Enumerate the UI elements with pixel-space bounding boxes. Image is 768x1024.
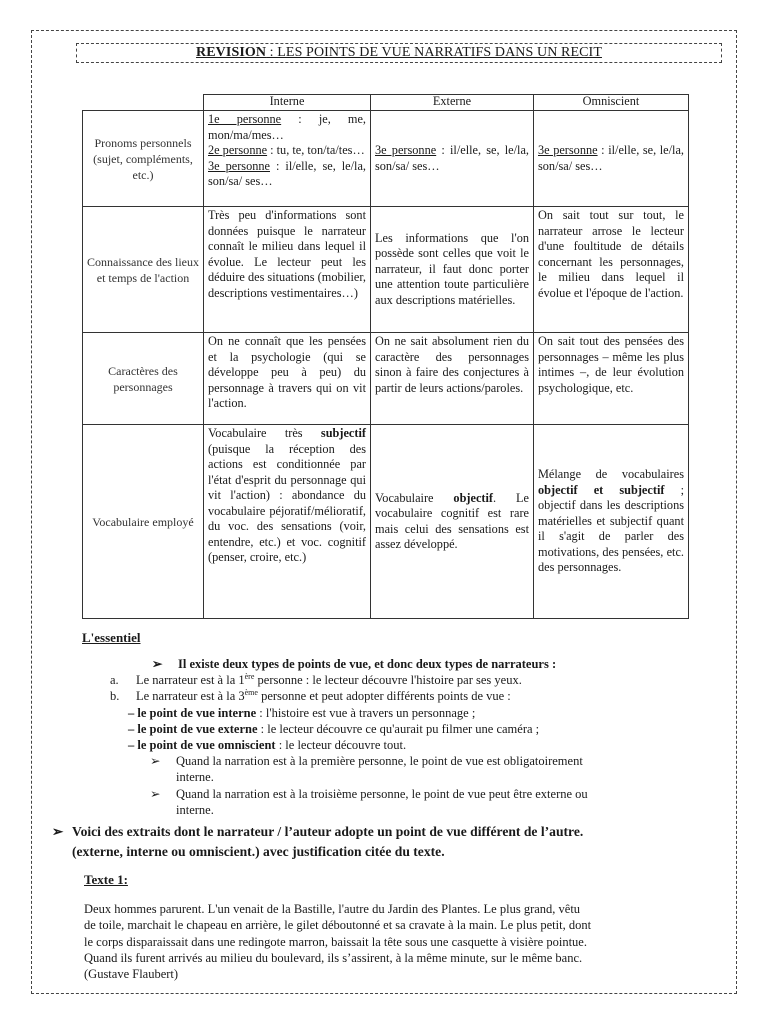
text-omniscient-3e: : il/elle, se, le/la, son/sa/ ses… <box>538 143 684 173</box>
voc-interne-c: (puisque la réception des actions est conditionnée par l'état d'esprit du personnage qui vit l'action) : abondance du vocabulaire péjoratif/mélioratif, du voc. des sensations (voir, entendre, etc.) et voc. cognitif (penser, croire, etc.) <box>208 441 366 564</box>
sub2-line1: Quand la narration est à la troisième personne, le point de vue peut être externe ou <box>176 786 588 801</box>
title-bold: REVISION <box>196 45 267 60</box>
list-item <box>82 656 722 672</box>
cell-connaissance-externe: Les informations que l'on possède sont celles que voit le narrateur, il faut donc porter une attention toute particulière aux descriptions matérielles. <box>371 207 534 333</box>
term-omniscient-3e: 3e personne <box>538 143 598 157</box>
texte1-line: de toile, marchait le chapeau en arrière, le gilet déboutonné et sa cravate à la main. Le plus petit, dont <box>84 918 592 933</box>
instruction <box>52 822 732 862</box>
table-row <box>83 111 689 207</box>
main-point-text: Il existe deux types de points de vue, et donc deux types de narrateurs : <box>178 657 557 671</box>
cell-caracteres-externe: On ne sait absolument rien du caractère des personnages sinon à faire des conjectures à partir de leurs actions/paroles. <box>371 333 534 425</box>
list-item <box>82 705 722 721</box>
list-item <box>82 721 722 737</box>
voc-externe-c: . Le vocabulaire cognitif est rare mais celui des sensations est assez développé. <box>375 490 529 551</box>
header-omniscient: Omniscient <box>534 95 689 111</box>
cell-connaissance-omniscient: On sait tout sur tout, le narrateur arrose le lecteur d'une foultitude de détails concernant les personnages, le milieu dans lequel il évolue et l'époque de l'action. <box>534 207 689 333</box>
list-item <box>82 737 722 753</box>
dash1-bold: – le point de vue interne <box>128 705 257 720</box>
arrow-bullet-icon: ➢ <box>152 657 163 671</box>
text-1e-personne: : je, me, mon/ma/mes… <box>208 112 367 142</box>
texte1-body <box>84 901 716 982</box>
text-externe-3e: : il/elle, se, le/la, son/sa/ ses… <box>375 143 529 173</box>
title-rest: : LES POINTS DE VUE NARRATIFS DANS UN RECIT <box>266 45 602 60</box>
table-row <box>83 333 689 425</box>
item-a-sup: ère <box>244 672 255 682</box>
cell-caracteres-interne: On ne connaît que les pensées et la psychologie (qui se développe peu à peu) du personnage à travers qui on vit l'action. <box>204 333 371 425</box>
list-item <box>82 753 722 769</box>
cell-vocabulaire-interne <box>204 425 371 619</box>
cell-connaissance-interne: Très peu d'informations sont données puisque le narrateur connaît le milieu dans lequel il évolue. Le lecteur peut les déduire des situations (mobilier, descriptions vestimentaires…) <box>204 207 371 333</box>
arrow-bullet-icon: ➢ <box>150 754 161 769</box>
term-externe-3e: 3e personne <box>375 143 437 157</box>
text-2e-personne: : tu, te, ton/ta/tes… <box>267 143 365 157</box>
list-item <box>82 688 722 704</box>
texte1-label: Texte 1: <box>84 872 128 887</box>
texte1-line: le corps disparaissait dans une redingote marron, baissait la tête sous une casquette à visière pointue. <box>84 934 587 949</box>
dash3-bold: – le point de vue omniscient <box>128 738 276 753</box>
term-2e-personne: 2e personne <box>208 143 268 157</box>
marker-a: a. <box>110 673 119 688</box>
row-label-pronoms: Pronoms personnels (sujet, compléments, etc.) <box>83 111 204 207</box>
essentiel-heading: L'essentiel <box>82 630 141 645</box>
item-b-sup: ème <box>244 688 258 698</box>
cell-pronoms-externe <box>371 111 534 207</box>
arrow-bullet-icon: ➢ <box>52 824 64 839</box>
table-corner <box>83 95 204 111</box>
marker-b: b. <box>110 689 120 704</box>
comparison-table <box>82 94 689 619</box>
voc-interne-a: Vocabulaire très <box>208 426 321 440</box>
essentiel-list <box>82 656 722 818</box>
cell-vocabulaire-omniscient <box>534 425 689 619</box>
item-b-post: personne et peut adopter différents points de vue : <box>257 689 511 704</box>
instruction-line1: Voici des extraits dont le narrateur / l’auteur adopte un point de vue différent de l’autre. <box>72 824 584 839</box>
table-header-row <box>83 95 689 111</box>
voc-omniscient-c: ; objectif dans les descriptions matérielles et subjectif quant il s'agit de parler des motivations, des pensées, etc. des personnages. <box>538 482 684 575</box>
voc-omniscient-b: objectif et subjectif <box>538 482 665 497</box>
list-item <box>82 786 722 802</box>
dash2-bold: – le point de vue externe <box>128 721 258 736</box>
dash2-text: : le lecteur découvre ce qu'aurait pu filmer une caméra ; <box>257 721 540 736</box>
list-item-continuation: interne. <box>176 802 214 817</box>
instruction-line <box>52 822 732 842</box>
texte1-line: (Gustave Flaubert) <box>84 967 179 982</box>
term-3e-personne: 3e personne <box>208 158 270 173</box>
cell-pronoms-omniscient <box>534 111 689 207</box>
row-label-vocabulaire: Vocabulaire employé <box>83 425 204 619</box>
page-title <box>76 43 722 63</box>
voc-externe-b: objectif <box>453 490 494 505</box>
item-a-pre: Le narrateur est à la 1 <box>136 673 245 688</box>
dash3-text: : le lecteur découvre tout. <box>275 738 407 753</box>
table-row <box>83 425 689 619</box>
cell-caracteres-omniscient: On sait tout des pensées des personnages – même les plus intimes –, de leur évolution psychologique, etc. <box>534 333 689 425</box>
item-b-pre: Le narrateur est à la 3 <box>136 689 245 704</box>
texte1-line: Quand ils furent arrivés au milieu du boulevard, ils s’assirent, à la même minute, sur le même banc. <box>84 950 583 965</box>
cell-pronoms-interne <box>204 111 371 207</box>
sub1-line1: Quand la narration est à la première personne, le point de vue est obligatoirement <box>176 754 583 769</box>
list-item <box>82 672 722 688</box>
text-3e-personne: : il/elle, se, le/la, son/sa/ ses… <box>208 158 367 188</box>
voc-interne-b: subjectif <box>320 426 366 440</box>
term-1e-personne: 1e personne <box>208 112 282 126</box>
header-interne: Interne <box>204 95 371 111</box>
texte1-line: Deux hommes parurent. L'un venait de la Bastille, l'autre du Jardin des Plantes. Le plus grand, vêtu <box>84 902 581 916</box>
voc-omniscient-a: Mélange de vocabulaires <box>538 467 684 482</box>
cell-vocabulaire-externe <box>371 425 534 619</box>
item-a-post: personne : le lecteur découvre l'histoire par ses yeux. <box>254 673 522 688</box>
row-label-caracteres: Caractères des personnages <box>83 333 204 425</box>
voc-externe-a: Vocabulaire <box>375 490 454 505</box>
row-label-connaissance: Connaissance des lieux et temps de l'action <box>83 207 204 333</box>
list-item-continuation: interne. <box>176 770 214 785</box>
header-externe: Externe <box>371 95 534 111</box>
arrow-bullet-icon: ➢ <box>150 786 161 801</box>
instruction-line2: (externe, interne ou omniscient.) avec justification citée du texte. <box>72 844 445 859</box>
table-row <box>83 207 689 333</box>
dash1-text: : l'histoire est vue à travers un personnage ; <box>256 705 476 720</box>
